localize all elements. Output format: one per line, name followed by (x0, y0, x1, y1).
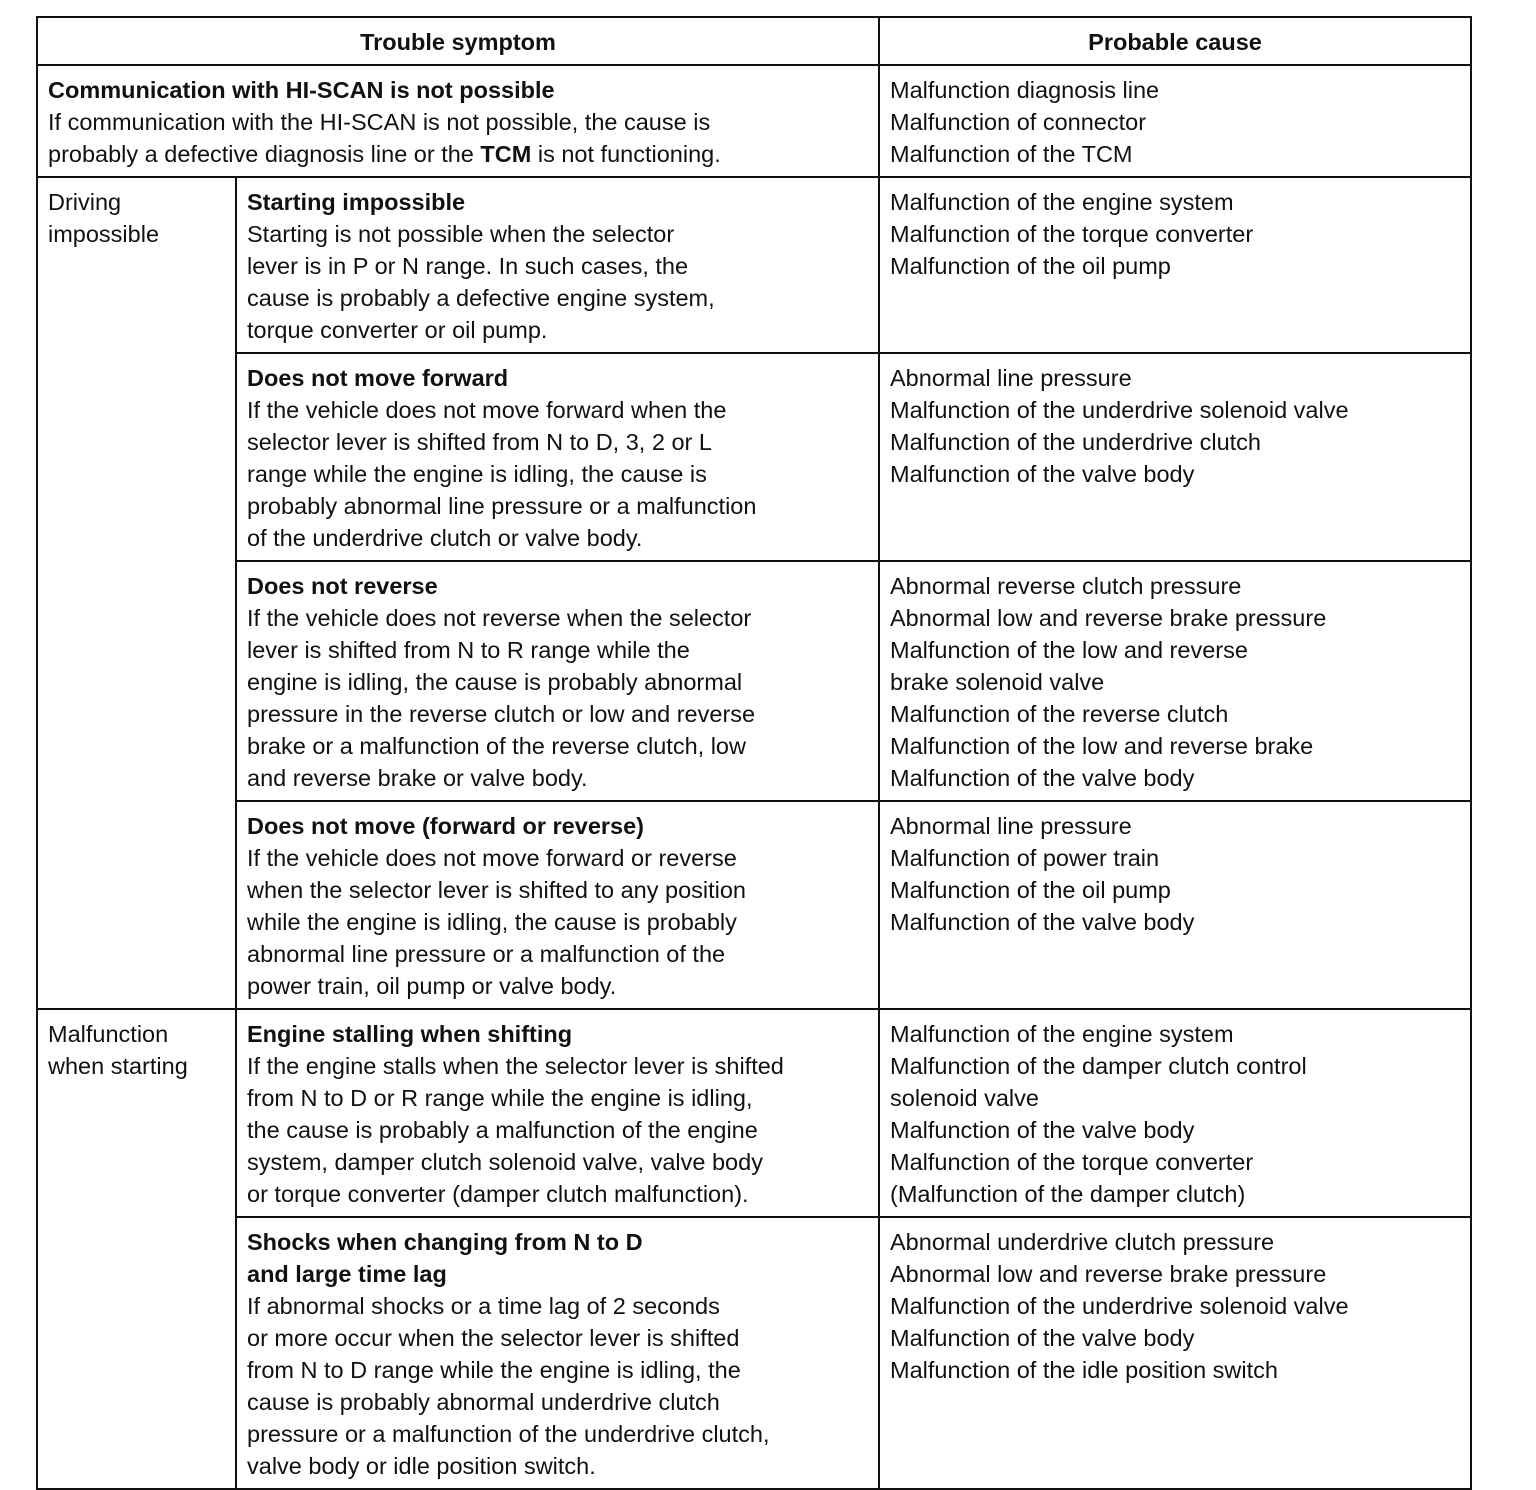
symptom-desc-line (48, 138, 868, 170)
cause-item: Malfunction of the oil pump (890, 253, 1171, 279)
group-label-line: when starting (48, 1053, 188, 1079)
symptom-desc-line: lever is shifted from N to R range while the (247, 637, 690, 663)
cause-item: brake solenoid valve (890, 669, 1105, 695)
symptom-desc-line: brake or a malfunction of the reverse clutch, low (247, 733, 746, 759)
table-row (37, 801, 1471, 1009)
symptom-desc-line: while the engine is idling, the cause is probably (247, 909, 737, 935)
symptom-desc-line: pressure in the reverse clutch or low and reverse (247, 701, 756, 727)
cause-cell (879, 353, 1471, 561)
table-row (37, 177, 1471, 353)
symptom-desc-line: from N to D or R range while the engine is idling, (247, 1085, 753, 1111)
symptom-desc-line: torque converter or oil pump. (247, 317, 548, 343)
cause-item: Malfunction of the idle position switch (890, 1357, 1278, 1383)
cause-item: Malfunction of the torque converter (890, 1149, 1254, 1175)
header-probable-cause: Probable cause (879, 17, 1471, 65)
cause-item: Malfunction of the valve body (890, 909, 1195, 935)
symptom-desc-line: pressure or a malfunction of the underdrive clutch, (247, 1421, 770, 1447)
symptom-title: Starting impossible (247, 189, 466, 215)
cause-item: Abnormal low and reverse brake pressure (890, 605, 1327, 631)
symptom-desc-line: system, damper clutch solenoid valve, valve body (247, 1149, 763, 1175)
cause-item: Malfunction of the TCM (890, 141, 1133, 167)
cause-cell (879, 1009, 1471, 1217)
cause-item: Malfunction diagnosis line (890, 77, 1160, 103)
symptom-cell (236, 1009, 879, 1217)
symptom-desc-line: probably abnormal line pressure or a malfunction (247, 493, 757, 519)
symptom-desc-line: the cause is probably a malfunction of the engine (247, 1117, 758, 1143)
symptom-cell (236, 561, 879, 801)
cause-cell (879, 801, 1471, 1009)
symptom-desc-line: when the selector lever is shifted to any position (247, 877, 746, 903)
cause-item: Malfunction of the valve body (890, 1325, 1195, 1351)
cause-item: Malfunction of the reverse clutch (890, 701, 1229, 727)
group-label-cell (37, 1009, 236, 1489)
cause-item: Malfunction of connector (890, 109, 1147, 135)
cause-item: Malfunction of the engine system (890, 1021, 1234, 1047)
table-row (37, 65, 1471, 177)
symptom-desc-line: power train, oil pump or valve body. (247, 973, 617, 999)
group-label-cell (37, 177, 236, 1009)
cause-item: Abnormal line pressure (890, 365, 1132, 391)
symptom-desc-line: abnormal line pressure or a malfunction of the (247, 941, 726, 967)
symptom-desc-line: engine is idling, the cause is probably abnormal (247, 669, 743, 695)
cause-item: Malfunction of the damper clutch control (890, 1053, 1307, 1079)
cause-item: Malfunction of the low and reverse (890, 637, 1248, 663)
symptom-cell (236, 801, 879, 1009)
header-row (37, 17, 1471, 65)
symptom-cell (236, 1217, 879, 1489)
symptom-desc-line: range while the engine is idling, the cause is (247, 461, 707, 487)
symptom-title-continued: and large time lag (247, 1261, 447, 1287)
cause-item: Malfunction of the underdrive clutch (890, 429, 1261, 455)
cause-cell (879, 561, 1471, 801)
troubleshooting-table (36, 16, 1472, 1490)
cause-cell (879, 177, 1471, 353)
symptom-desc-line: If the vehicle does not reverse when the selector (247, 605, 752, 631)
symptom-desc-line: Starting is not possible when the selector (247, 221, 675, 247)
cause-item: Malfunction of the engine system (890, 189, 1234, 215)
cause-item: Abnormal low and reverse brake pressure (890, 1261, 1327, 1287)
cause-item: Malfunction of the valve body (890, 1117, 1195, 1143)
group-label-line: impossible (48, 221, 160, 247)
symptom-desc-line: cause is probably abnormal underdrive clutch (247, 1389, 720, 1415)
symptom-cell (236, 177, 879, 353)
symptom-desc-line: or more occur when the selector lever is shifted (247, 1325, 740, 1351)
symptom-desc-text: probably a defective diagnosis line or the (48, 141, 481, 167)
table-row (37, 353, 1471, 561)
cause-item: Malfunction of the underdrive solenoid valve (890, 1293, 1349, 1319)
table-row (37, 1217, 1471, 1489)
symptom-desc-text: is not functioning. (531, 141, 721, 167)
symptom-title: Does not move (forward or reverse) (247, 813, 644, 839)
symptom-desc-line: or torque converter (damper clutch malfunction). (247, 1181, 749, 1207)
symptom-desc-line: selector lever is shifted from N to D, 3, 2 or L (247, 429, 712, 455)
cause-cell (879, 1217, 1471, 1489)
header-trouble-symptom: Trouble symptom (37, 17, 879, 65)
table-row (37, 1009, 1471, 1217)
symptom-desc-line: from N to D range while the engine is idling, the (247, 1357, 741, 1383)
symptom-title: Does not reverse (247, 573, 438, 599)
symptom-cell (236, 353, 879, 561)
cause-item: Malfunction of the valve body (890, 461, 1195, 487)
symptom-desc-line: and reverse brake or valve body. (247, 765, 588, 791)
symptom-desc-line: If abnormal shocks or a time lag of 2 seconds (247, 1293, 720, 1319)
symptom-desc-line: valve body or idle position switch. (247, 1453, 596, 1479)
cause-item: solenoid valve (890, 1085, 1039, 1111)
symptom-desc-emphasis: TCM (480, 141, 532, 167)
cause-item: Abnormal line pressure (890, 813, 1132, 839)
cause-cell (879, 65, 1471, 177)
cause-item: Malfunction of the low and reverse brake (890, 733, 1314, 759)
symptom-desc-line: cause is probably a defective engine system, (247, 285, 715, 311)
group-label-line: Malfunction (48, 1021, 169, 1047)
symptom-title: Communication with HI-SCAN is not possible (48, 77, 555, 103)
symptom-title: Engine stalling when shifting (247, 1021, 573, 1047)
cause-item: Malfunction of power train (890, 845, 1160, 871)
table-row (37, 561, 1471, 801)
cause-item: Malfunction of the underdrive solenoid valve (890, 397, 1349, 423)
symptom-desc-line: If the engine stalls when the selector lever is shifted (247, 1053, 784, 1079)
symptom-title: Shocks when changing from N to D (247, 1229, 643, 1255)
symptom-desc-line: of the underdrive clutch or valve body. (247, 525, 643, 551)
cause-item: Abnormal underdrive clutch pressure (890, 1229, 1275, 1255)
symptom-cell (37, 65, 879, 177)
cause-item: Abnormal reverse clutch pressure (890, 573, 1242, 599)
symptom-desc-line: If the vehicle does not move forward or reverse (247, 845, 737, 871)
symptom-desc-line: If the vehicle does not move forward when the (247, 397, 727, 423)
symptom-desc-line: If communication with the HI-SCAN is not possible, the cause is (48, 109, 711, 135)
symptom-desc-line: lever is in P or N range. In such cases, the (247, 253, 689, 279)
symptom-title: Does not move forward (247, 365, 509, 391)
cause-item: Malfunction of the torque converter (890, 221, 1254, 247)
group-label-line: Driving (48, 189, 122, 215)
cause-item: Malfunction of the oil pump (890, 877, 1171, 903)
cause-item: Malfunction of the valve body (890, 765, 1195, 791)
cause-item: (Malfunction of the damper clutch) (890, 1181, 1246, 1207)
